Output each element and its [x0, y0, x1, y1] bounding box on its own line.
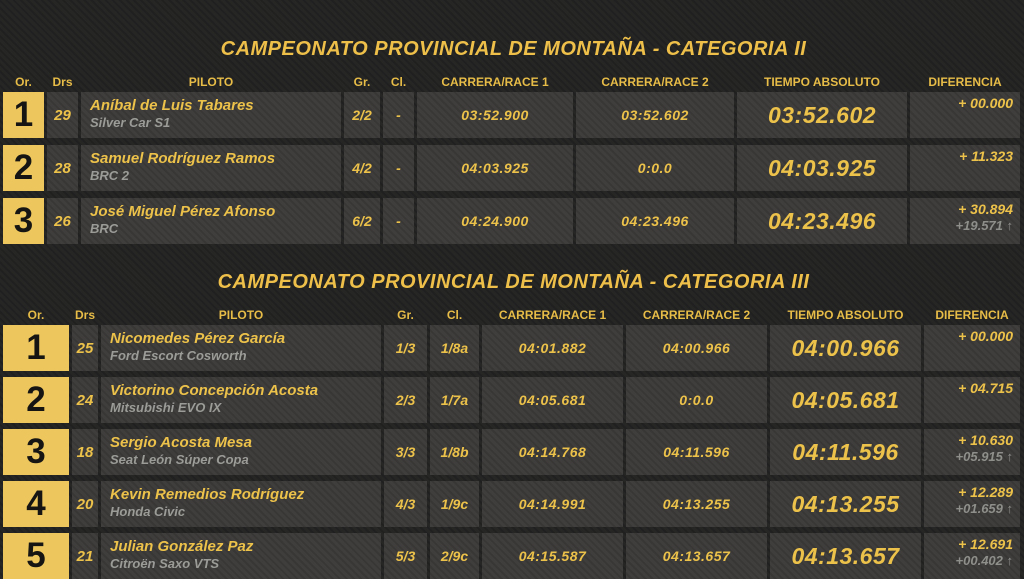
column-header-race1: CARRERA/RACE 1	[498, 308, 607, 322]
pilot-name: Sergio Acosta Mesa	[110, 434, 252, 451]
race1-time-cell: 04:01.882	[482, 325, 623, 371]
pilot-name: Victorino Concepción Acosta	[110, 382, 319, 399]
car-name: BRC	[90, 221, 119, 236]
car-name: BRC 2	[90, 168, 130, 183]
class-cell: 2/9c	[430, 533, 479, 579]
race2-time-cell: 0:0.0	[576, 145, 734, 191]
column-header-order: Or.	[15, 75, 32, 89]
race2-time-cell: 04:11.596	[626, 429, 767, 475]
difference-cell	[910, 198, 1020, 244]
race2-time-cell: 04:00.966	[626, 325, 767, 371]
absolute-time-cell: 04:13.255	[770, 481, 921, 527]
race1-time-cell: 04:03.925	[417, 145, 573, 191]
column-header-race2: CARRERA/RACE 2	[642, 308, 751, 322]
absolute-time-cell: 04:11.596	[770, 429, 921, 475]
race1-time-cell: 04:15.587	[482, 533, 623, 579]
race2-time-cell: 04:13.657	[626, 533, 767, 579]
absolute-time-cell: 04:00.966	[770, 325, 921, 371]
race2-time-cell: 04:13.255	[626, 481, 767, 527]
column-header-order: Or.	[27, 308, 45, 322]
race1-time-cell: 04:14.991	[482, 481, 623, 527]
car-name: Ford Escort Cosworth	[110, 348, 247, 363]
category-2-header-row	[3, 73, 1024, 89]
difference-cell	[924, 377, 1020, 423]
category-2-results-table	[3, 37, 1024, 244]
column-header-race2: CARRERA/RACE 2	[601, 75, 709, 89]
column-header-pilot: PILOTO	[218, 308, 264, 322]
driver-number-cell: 18	[72, 429, 98, 475]
pilot-cell	[101, 325, 381, 371]
class-cell: 1/8a	[430, 325, 479, 371]
result-row	[3, 92, 1024, 138]
pilot-name: Kevin Remedios Rodríguez	[110, 486, 305, 503]
class-cell: 1/8b	[430, 429, 479, 475]
absolute-time-cell: 04:13.657	[770, 533, 921, 579]
column-header-class: Cl.	[446, 308, 463, 322]
race1-time-cell: 03:52.900	[417, 92, 573, 138]
race2-time-cell: 03:52.602	[576, 92, 734, 138]
class-cell: -	[383, 198, 414, 244]
category-2-rows	[3, 92, 1024, 244]
class-cell: 1/7a	[430, 377, 479, 423]
group-cell: 4/3	[384, 481, 427, 527]
position-cell: 1	[3, 92, 44, 138]
difference-value: + 00.000	[958, 328, 1013, 344]
difference-gain-value: +19.571 ↑	[955, 218, 1013, 233]
column-header-class: Cl.	[390, 75, 407, 89]
column-header-absolute-time: TIEMPO ABSOLUTO	[787, 308, 904, 322]
class-cell: -	[383, 145, 414, 191]
car-name: Seat León Súper Copa	[110, 452, 249, 467]
position-cell: 5	[3, 533, 69, 579]
group-cell: 2/3	[384, 377, 427, 423]
column-header-group: Gr.	[353, 75, 371, 89]
position-cell: 4	[3, 481, 69, 527]
result-row	[3, 325, 1024, 371]
group-cell: 6/2	[344, 198, 380, 244]
category-3-results-table	[3, 270, 1024, 579]
driver-number-cell: 26	[47, 198, 78, 244]
group-cell: 4/2	[344, 145, 380, 191]
difference-value: + 00.000	[958, 95, 1013, 111]
group-cell: 2/2	[344, 92, 380, 138]
car-name: Silver Car S1	[90, 115, 171, 130]
pilot-name: Samuel Rodríguez Ramos	[90, 150, 276, 167]
difference-value: + 12.289	[958, 484, 1013, 500]
column-header-race1: CARRERA/RACE 1	[441, 75, 549, 89]
driver-number-cell: 28	[47, 145, 78, 191]
class-cell: 1/9c	[430, 481, 479, 527]
race2-time-cell: 04:23.496	[576, 198, 734, 244]
race1-time-cell: 04:24.900	[417, 198, 573, 244]
pilot-cell	[101, 533, 381, 579]
driver-number-cell: 20	[72, 481, 98, 527]
column-header-pilot: PILOTO	[188, 75, 234, 89]
difference-cell	[924, 481, 1020, 527]
category-3-rows	[3, 325, 1024, 579]
driver-number-cell: 24	[72, 377, 98, 423]
pilot-cell	[101, 429, 381, 475]
category-2-title: CAMPEONATO PROVINCIAL DE MONTAÑA - CATEGORIA II	[220, 38, 807, 60]
difference-value: + 11.323	[959, 148, 1013, 164]
pilot-name: Nicomedes Pérez García	[110, 330, 286, 347]
race2-time-cell: 0:0.0	[626, 377, 767, 423]
group-cell: 3/3	[384, 429, 427, 475]
difference-cell	[924, 325, 1020, 371]
result-row	[3, 198, 1024, 244]
driver-number-cell: 25	[72, 325, 98, 371]
absolute-time-cell: 03:52.602	[737, 92, 907, 138]
car-name: Citroën Saxo VTS	[110, 556, 220, 571]
difference-cell	[910, 92, 1020, 138]
position-cell: 3	[3, 198, 44, 244]
pilot-name: Julian González Paz	[110, 538, 254, 555]
pilot-name: José Miguel Pérez Afonso	[90, 203, 276, 220]
result-row	[3, 533, 1024, 579]
difference-value: + 10.630	[958, 432, 1013, 448]
column-header-drivers: Drs	[52, 75, 73, 89]
column-header-drivers: Drs	[74, 308, 95, 322]
position-cell: 1	[3, 325, 69, 371]
position-cell: 2	[3, 377, 69, 423]
difference-gain-value: +00.402 ↑	[955, 553, 1013, 568]
difference-cell	[924, 533, 1020, 579]
column-header-difference: DIFERENCIA	[935, 308, 1009, 322]
car-name: Mitsubishi EVO IX	[110, 400, 222, 415]
result-row	[3, 429, 1024, 475]
result-row	[3, 377, 1024, 423]
difference-value: + 30.894	[958, 201, 1013, 217]
result-row	[3, 481, 1024, 527]
difference-gain-value: +05.915 ↑	[955, 449, 1013, 464]
difference-cell	[910, 145, 1020, 191]
race1-time-cell: 04:05.681	[482, 377, 623, 423]
pilot-cell	[81, 198, 341, 244]
absolute-time-cell: 04:03.925	[737, 145, 907, 191]
driver-number-cell: 29	[47, 92, 78, 138]
difference-cell	[924, 429, 1020, 475]
position-cell: 2	[3, 145, 44, 191]
difference-gain-value: +01.659 ↑	[955, 501, 1013, 516]
pilot-name: Aníbal de Luis Tabares	[90, 97, 254, 114]
absolute-time-cell: 04:05.681	[770, 377, 921, 423]
result-row	[3, 145, 1024, 191]
category-3-header-row	[3, 306, 1024, 322]
column-header-absolute-time: TIEMPO ABSOLUTO	[763, 75, 880, 89]
difference-value: + 04.715	[958, 380, 1013, 396]
group-cell: 1/3	[384, 325, 427, 371]
pilot-cell	[81, 145, 341, 191]
driver-number-cell: 21	[72, 533, 98, 579]
car-name: Honda Civic	[110, 504, 186, 519]
pilot-cell	[81, 92, 341, 138]
column-header-difference: DIFERENCIA	[928, 75, 1002, 89]
pilot-cell	[101, 377, 381, 423]
absolute-time-cell: 04:23.496	[737, 198, 907, 244]
pilot-cell	[101, 481, 381, 527]
category-3-title: CAMPEONATO PROVINCIAL DE MONTAÑA - CATEGORIA III	[217, 271, 810, 293]
difference-value: + 12.691	[958, 536, 1013, 552]
group-cell: 5/3	[384, 533, 427, 579]
column-header-group: Gr.	[397, 308, 414, 322]
class-cell: -	[383, 92, 414, 138]
race1-time-cell: 04:14.768	[482, 429, 623, 475]
position-cell: 3	[3, 429, 69, 475]
